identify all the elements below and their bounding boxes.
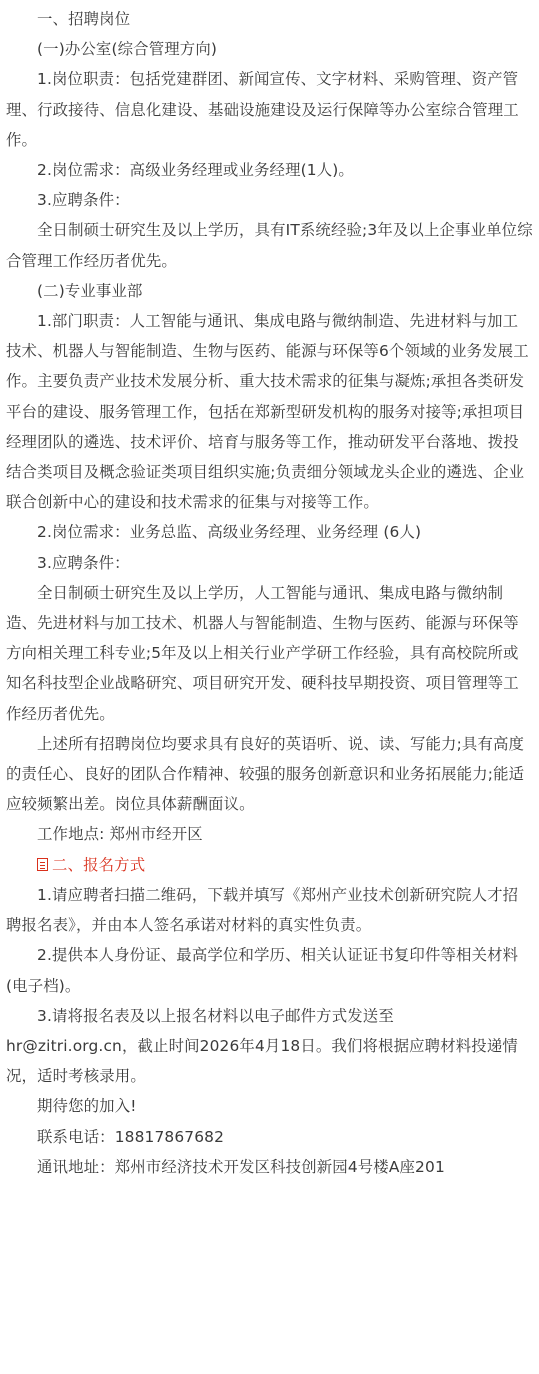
section-1-title: 一、招聘岗位 — [37, 10, 131, 28]
document-list-icon — [37, 858, 48, 871]
office-duty: 1.岗位职责：包括党建群团、新闻宣传、文字材料、采购管理、资产管理、行政接待、信息化建设、基础设施建设及运行保障等办公室综合管理工作。 — [6, 70, 519, 149]
section-2-heading — [6, 850, 533, 880]
business-subsection-title: (二)专业事业部 — [37, 281, 143, 300]
work-location: 工作地点: 郑州市经开区 — [37, 825, 203, 844]
office-conditions: 全日制硕士研究生及以上学历，具有IT系统经验;3年及以上企事业单位综合管理工作经历者优先。 — [6, 221, 533, 270]
contact-address: 通讯地址：郑州市经济技术开发区科技创新园4号楼A座201 — [37, 1157, 445, 1176]
apply-step-1: 1.请应聘者扫描二维码，下载并填写《郑州产业技术创新研究院人才招聘报名表》，并由本人签名承诺对材料的真实性负责。 — [6, 885, 519, 935]
apply-step-3: 3.请将报名表及以上报名材料以电子邮件方式发送至 — [37, 1006, 394, 1025]
office-need: 2.岗位需求：高级业务经理或业务经理(1人)。 — [37, 161, 354, 180]
welcome-line: 期待您的加入! — [37, 1097, 137, 1116]
business-need: 2.岗位需求：业务总监、高级业务经理、业务经理 (6人) — [37, 523, 422, 542]
office-conditions-title: 3.应聘条件： — [37, 191, 130, 210]
office-subsection-title: (一)办公室(综合管理方向) — [37, 40, 218, 59]
business-conditions-title: 3.应聘条件： — [37, 553, 130, 572]
business-conditions: 全日制硕士研究生及以上学历，人工智能与通讯、集成电路与微纳制造、先进材料与加工技术、机器人与智能制造、生物与医药、能源与环保等方向相关理工科专业;5年及以上相关行业产学研工作经验，具有高校院所或知名科技型企业战略研究、项目研究开发、硬科技早期投资、项目管理等工作经历者优先。 — [6, 583, 519, 723]
apply-step-2: 2.提供本人身份证、最高学位和学历、相关认证证书复印件等相关材料(电子档)。 — [6, 946, 519, 995]
apply-email-deadline: hr@zitri.org.cn，截止时间2026年4月18日。我们将根据应聘材料投递情况，适时考核录用。 — [6, 1036, 518, 1086]
section-2-title: 二、报名方式 — [52, 855, 146, 874]
contact-phone: 联系电话：18817867682 — [37, 1127, 225, 1146]
general-requirements: 上述所有招聘岗位均要求具有良好的英语听、说、读、写能力;具有高度的责任心、良好的团队合作精神、较强的服务创新意识和业务拓展能力;能适应较频繁出差。岗位具体薪酬面议。 — [6, 734, 525, 814]
business-duty: 1.部门职责：人工智能与通讯、集成电路与微纳制造、先进材料与加工技术、机器人与智能制造、生物与医药、能源与环保等6个领域的业务发展工作。主要负责产业技术发展分析、重大技术需求的征集与凝炼;承担各类研发平台的建设、服务管理工作，包括在郑新型研发机构的服务对接等;承担项目经理团队的遴选、技术评价、培育与服务等工作，推动研发平台落地、拨投结合类项目及概念验证类项目组织实施;负责细分领域龙头企业的遴选、企业联合创新中心的建设和技术需求的征集与对接等工作。 — [6, 312, 529, 512]
